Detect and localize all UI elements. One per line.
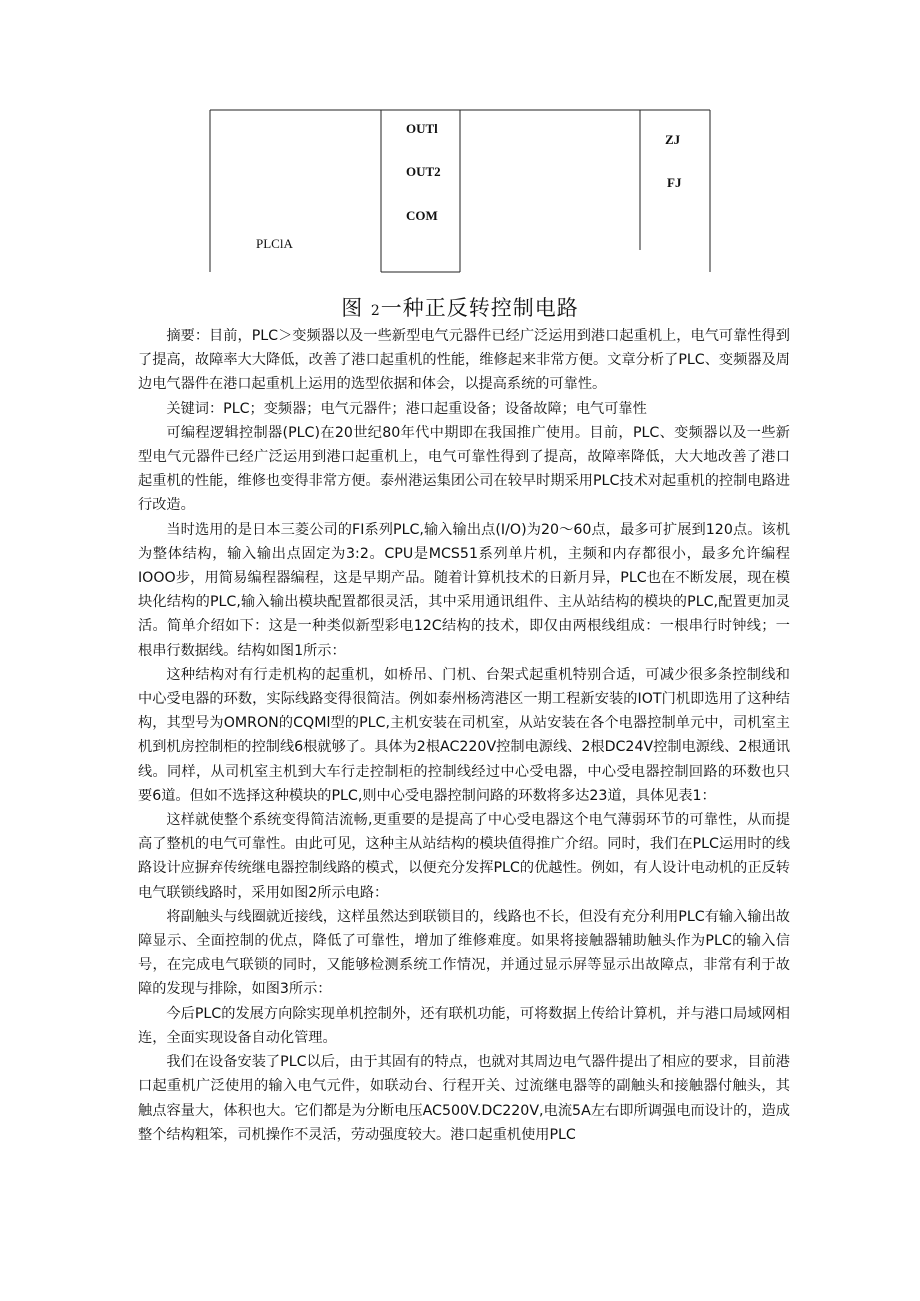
figure-caption: [0, 292, 920, 322]
fj-relay-label: FJ: [667, 175, 682, 190]
body-paragraph: 可编程逻辑控制器(PLC)在20世纪80年代中期即在我国推广使用。目前，PLC、变频器以及一些新型电气元器件已经广泛运用到港口起重机上，电气可靠性得到了提高，故障率降低，大大地改善了港口起重机的性能，维修也变得非常方便。泰州港运集团公司在较早时期采用PLC技术对起重机的控制电路进行改造。: [138, 424, 790, 514]
caption-text: 一种正反转控制电路: [380, 296, 579, 320]
zj-relay-label: ZJ: [665, 132, 681, 147]
caption-prefix: 图: [341, 296, 364, 320]
body-paragraph: 将副触头与线圈就近接线，这样虽然达到联锁目的，线路也不长，但没有充分利用PLC有输入输出故障显示、全面控制的优点，降低了可靠性，增加了维修难度。如果将接触器辅助触头作为PLC的输入信号，在完成电气联锁的同时，又能够检测系统工作情况，并通过显示屏等显示出故障点，非常有利于故障的发现与排除，如图3所示：: [138, 908, 790, 998]
body-paragraph: 我们在设备安装了PLC以后，由于其固有的特点，也就对其周边电气器件提出了相应的要求，目前港口起重机广泛使用的输入电气元件，如联动台、行程开关、过流继电器等的副触头和接触器付触头，其触点容量大，体积也大。它们都是为分断电压AC500V.DC220V,电流5A左右即所调强电而设计的，造成整个结构粗笨，司机操作不灵活，劳动强度较大。港口起重机使用PLC: [138, 1054, 790, 1143]
caption-number: 2: [370, 303, 381, 319]
body-paragraph: 今后PLC的发展方向除实现单机控制外，还有联机功能，可将数据上传给计算机，并与港口局域网相连，全面实现设备自动化管理。: [138, 1005, 790, 1046]
com-label: COM: [406, 208, 438, 223]
body-paragraph: 这种结构对有行走机构的起重机，如桥吊、门机、台架式起重机特别合适，可减少很多条控制线和中心受电器的环数，实际线路变得很简洁。例如泰州杨湾港区一期工程新安装的IOT门机即选用了这种结构，其型号为OMRON的CQMl型的PLC,主机安装在司机室，从站安装在各个电器控制单元中，司机室主机到机房控制柜的控制线6根就够了。具体为2根AC220V控制电源线、2根DC24V控制电源线、2根通讯线。同样，从司机室主机到大车行走控制柜的控制线经过中心受电器，中心受电器控制回路的环数也只要6道。但如不选择这种模块的PLC,则中心受电器控制问路的环数将多达23道，具体见表1：: [138, 666, 790, 804]
figure-2-diagram: [0, 0, 920, 290]
plc-label: PLClA: [256, 236, 293, 251]
keywords-paragraph: 关键词：PLC；变频器；电气元器件；港口起重设备；设备故障；电气可靠性: [166, 400, 647, 417]
abstract-paragraph: 摘要：目前，PLC＞变频器以及一些新型电气元器件已经广泛运用到港口起重机上，电气可靠性得到了提高，故障率大大降低，改善了港口起重机的性能，维修起来非常方便。文章分析了PLC、变频器及周边电气器件在港口起重机上运用的选型依据和体会，以提高系统的可靠性。: [138, 328, 790, 393]
body-paragraph: 当时选用的是日本三菱公司的FI系列PLC,输入输出点(I/O)为20～60点，最多可扩展到120点。该机为整体结构，输入输出点固定为3:2。CPU是MCS51系列单片机，主频和内存都很小，最多允许编程IOOO步，用简易编程器编程，这是早期产品。随着计算机技术的日新月异，PLC也在不断发展，现在模块化结构的PLC,输入输出模块配置都很灵活，其中采用通讯组件、主从站结构的模块的PLC,配置更加灵活。简单介绍如下：这是一种类似新型彩电12C结构的技术，即仅由两根线组成：一根串行时钟线；一根串行数据线。结构如图1所示：: [138, 521, 790, 659]
article-body: [138, 324, 790, 1147]
out2-label: OUT2: [406, 164, 441, 179]
circuit-lines: [0, 0, 920, 290]
out1-label: OUTl: [406, 121, 438, 136]
body-paragraph: 这样就使整个系统变得简洁流畅,更重要的是提高了中心受电器这个电气薄弱环节的可靠性，从而提高了整机的电气可靠性。由此可见，这种主从站结构的模块值得推广介绍。同时，我们在PLC运用时的线路设计应摒弃传统继电器控制线路的模式，以便充分发挥PLC的优越性。例如，有人设计电动机的正反转电气联锁线路时，采用如图2所示电路：: [138, 812, 790, 901]
